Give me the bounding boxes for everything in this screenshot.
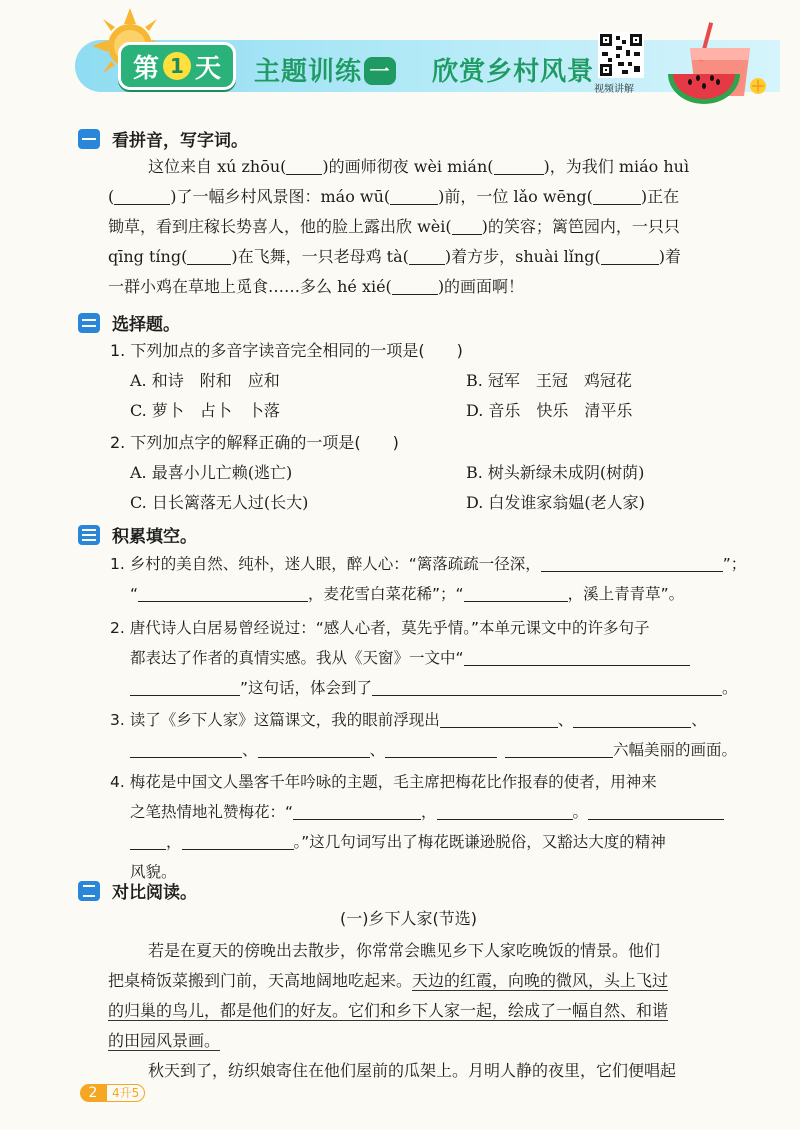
- passage-line-4: 的田园风景画。: [108, 1031, 221, 1050]
- s1-line-3: 锄草，看到庄稼长势喜人，他的脸上露出欣 wèi( )的笑容；篱笆园内，一只只: [108, 217, 680, 236]
- s1-line-4: qīng tíng( )在飞舞，一只老母鸡 tà( )着方步，shuài lǐng( )着: [108, 247, 681, 266]
- day-prefix: 第: [132, 53, 159, 84]
- s3-line-7: 、 、 六幅美丽的画面。: [130, 738, 737, 760]
- s3-line-4: 都表达了作者的真情实感。我从《天窗》一文中“: [130, 646, 690, 668]
- day-suffix: 天: [195, 53, 222, 84]
- page-title: [254, 51, 594, 88]
- title-main: 主题训练: [254, 57, 363, 87]
- section-4-header: [78, 878, 197, 903]
- s3-line-2: “ ，麦花雪白菜花稀”；“ ，溪上青青草”。: [130, 585, 685, 603]
- day-number: 1: [163, 52, 191, 80]
- s3-line-9: 之笔热情地礼赞梅花：“ ， 。: [130, 800, 724, 822]
- s3-line-1: 1. 乡村的美自然、纯朴，迷人眼，醉人心：“篱落疏疏一径深， ”；: [110, 555, 747, 573]
- passage-line-3: 的归巢的鸟儿，都是他们的好友。它们和乡下人家一起，绘成了一幅自然、和谐: [108, 1001, 669, 1020]
- passage-line-2: 把桌椅饭菜搬到门前，天高地阔地吃起来。天边的红霞，向晚的微风，头上飞过: [108, 971, 669, 990]
- s2-q1: 1. 下列加点的多音字读音完全相同的一项是( ): [110, 341, 463, 360]
- title-num: 一: [364, 57, 396, 85]
- qr-label: 视频讲解: [594, 84, 634, 95]
- s3-line-8: 4. 梅花是中国文人墨客千年吟咏的主题，毛主席把梅花比作报春的使者，用神来: [110, 773, 657, 791]
- s3-line-10: ， 。”这几句词写出了梅花既谦逊脱俗，又豁达大度的精神: [130, 830, 666, 852]
- day-badge: [118, 42, 236, 90]
- s2-q1-opt-d[interactable]: D. 音乐 快乐 清平乐: [466, 401, 633, 420]
- section-2-title: 选择题。: [112, 315, 180, 335]
- watermelon-drink-icon: [660, 18, 770, 108]
- s2-q2: 2. 下列加点字的解释正确的一项是( ): [110, 433, 399, 452]
- page-footer: [80, 1084, 145, 1102]
- s3-line-11: 风貌。: [130, 863, 177, 881]
- s3-line-5: ”这句话，体会到了 。: [130, 676, 738, 698]
- section-1-header: [78, 126, 248, 151]
- section-3-header: [78, 522, 197, 547]
- s2-q2-opt-d[interactable]: D. 白发谁家翁媪(老人家): [466, 493, 645, 512]
- s1-line-1: 这位来自 xú zhōu( )的画师彻夜 wèi mián( )，为我们 miáo huì: [148, 157, 690, 176]
- s3-line-3: 2. 唐代诗人白居易曾经说过：“感人心者，莫先乎情。”本单元课文中的许多句子: [110, 619, 650, 637]
- section-4-icon: [78, 881, 100, 901]
- s2-q2-opt-a[interactable]: A. 最喜小儿亡赖(逃亡): [130, 463, 293, 482]
- s2-q1-opt-a[interactable]: A. 和诗 附和 应和: [130, 371, 280, 390]
- s2-q2-opt-c[interactable]: C. 日长篱落无人过(长大): [130, 493, 309, 512]
- section-1-title: 看拼音，写字词。: [112, 131, 248, 151]
- s2-q1-opt-b[interactable]: B. 冠军 王冠 鸡冠花: [466, 371, 632, 390]
- section-1-icon: [78, 129, 100, 149]
- s3-line-6: 3. 读了《乡下人家》这篇课文，我的眼前浮现出 、 、: [110, 711, 707, 729]
- section-3-icon: [78, 525, 100, 545]
- section-4-title: 对比阅读。: [112, 883, 197, 903]
- grade-label: 4升5: [106, 1084, 145, 1102]
- s1-line-5: 一群小鸡在草地上觅食……多么 hé xié( )的画面啊！: [108, 277, 525, 296]
- title-topic: 欣赏乡村风景: [432, 57, 595, 87]
- section-2-header: [78, 310, 180, 335]
- passage-line-5: 秋天到了，纺织娘寄住在他们屋前的瓜架上。月明人静的夜里，它们便唱起: [148, 1061, 677, 1080]
- qr-code-icon[interactable]: [598, 32, 644, 78]
- page-number: 2: [80, 1084, 106, 1102]
- passage-line-1: 若是在夏天的傍晚出去散步，你常常会瞧见乡下人家吃晚饭的情景。他们: [148, 941, 661, 960]
- s2-q1-opt-c[interactable]: C. 萝卜 占卜 卜落: [130, 401, 280, 420]
- s2-q2-opt-b[interactable]: B. 树头新绿未成阴(树荫): [466, 463, 645, 482]
- section-2-icon: [78, 313, 100, 333]
- passage-title: (一)乡下人家(节选): [340, 909, 477, 928]
- s1-line-2: ( )了一幅乡村风景图：máo wū( )前，一位 lǎo wēng( )正在: [108, 187, 680, 206]
- section-3-title: 积累填空。: [112, 527, 197, 547]
